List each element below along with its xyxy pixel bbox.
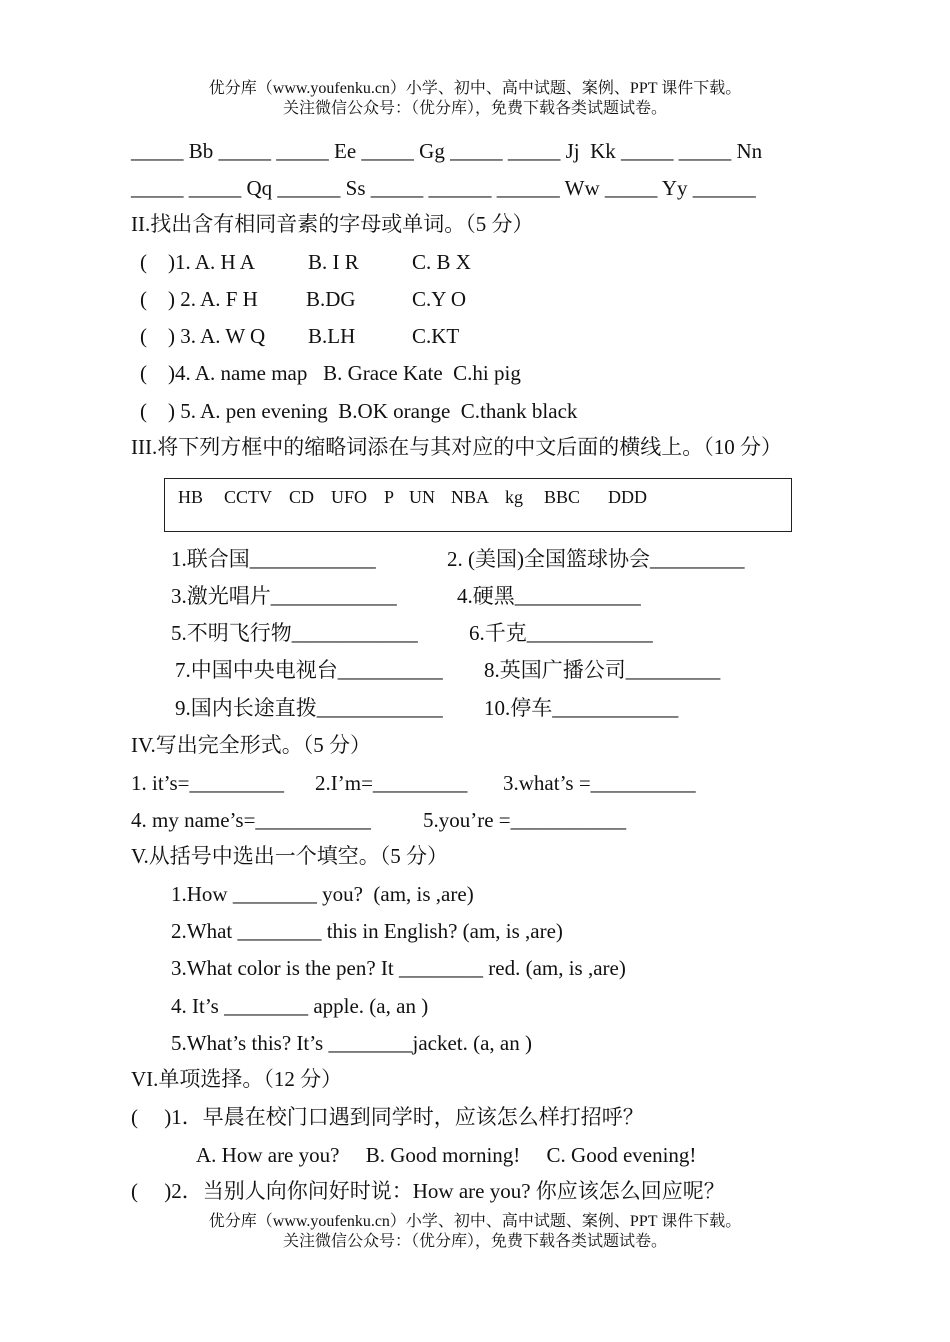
s4-item-2: 2.I’m=_________ bbox=[315, 771, 468, 795]
abbreviation-box bbox=[164, 478, 792, 532]
s3-item-4: 4.硬黑____________ bbox=[457, 584, 641, 608]
box-word: UN bbox=[409, 487, 435, 507]
s5-item-3: 3.What color is the pen? It ________ red. (am, is ,are) bbox=[171, 956, 626, 980]
s2-q1-a: ( )1. A. H A bbox=[140, 250, 255, 274]
s3-item-3: 3.激光唱片____________ bbox=[171, 584, 397, 608]
s2-q2-b: B.DG bbox=[306, 287, 356, 311]
s2-q3-a: ( ) 3. A. W Q bbox=[140, 324, 266, 348]
box-word: CCTV bbox=[224, 487, 273, 507]
section-6-title: VI.单项选择。（12 分） bbox=[131, 1067, 343, 1091]
s3-item-9: 9.国内长途直拨____________ bbox=[175, 696, 443, 720]
s5-item-4: 4. It’s ________ apple. (a, an ) bbox=[171, 994, 429, 1018]
header-line-2: 关注微信公众号：（优分库），免费下载各类试题试卷。 bbox=[282, 100, 667, 117]
s5-item-5: 5.What’s this? It’s ________jacket. (a, an ) bbox=[171, 1031, 532, 1055]
box-word: BBC bbox=[544, 487, 581, 507]
s2-q5: ( ) 5. A. pen evening B.OK orange C.thank black bbox=[140, 399, 578, 423]
s2-q3-c: C.KT bbox=[412, 324, 460, 348]
s2-q4: ( )4. A. name map B. Grace Kate C.hi pig bbox=[140, 361, 521, 385]
box-word: CD bbox=[289, 487, 315, 507]
s2-q3-b: B.LH bbox=[308, 324, 356, 348]
header-line-1: 优分库（www.youfenku.cn）小学、初中、高中试题、案例、PPT 课件下载。 bbox=[208, 80, 742, 97]
s4-item-1: 1. it’s=_________ bbox=[131, 771, 285, 795]
s2-q1-b: B. I R bbox=[308, 250, 359, 274]
s4-item-3: 3.what’s =__________ bbox=[503, 771, 696, 795]
s3-item-1: 1.联合国____________ bbox=[171, 547, 376, 571]
s4-item-4: 4. my name’s=___________ bbox=[131, 808, 371, 832]
s6-question-2: ( )2．当别人向你问好时说：How are you? 你应该怎么回应呢？ bbox=[131, 1179, 725, 1203]
s2-q1-c: C. B X bbox=[412, 250, 471, 274]
s2-q2-a: ( ) 2. A. F H bbox=[140, 287, 258, 311]
s3-item-2: 2. (美国)全国篮球协会_________ bbox=[447, 547, 745, 571]
s3-item-6: 6.千克____________ bbox=[469, 621, 653, 645]
s6-question-1: ( )1．早晨在校门口遇到同学时，应该怎么样打招呼？ bbox=[131, 1105, 644, 1129]
footer-line-1: 优分库（www.youfenku.cn）小学、初中、高中试题、案例、PPT 课件下载。 bbox=[208, 1213, 742, 1230]
alphabet-row-2: _____ _____ Qq ______ Ss _____ ______ ______ Ww _____ Yy ______ bbox=[131, 176, 756, 200]
s3-item-5: 5.不明飞行物____________ bbox=[171, 621, 418, 645]
footer-line-2: 关注微信公众号：（优分库），免费下载各类试题试卷。 bbox=[282, 1233, 667, 1250]
s3-item-7: 7.中国中央电视台__________ bbox=[175, 658, 443, 682]
s2-q2-c: C.Y O bbox=[412, 287, 467, 311]
s6-question-1-options: A. How are you? B. Good morning! C. Good evening! bbox=[196, 1143, 697, 1167]
s5-item-1: 1.How ________ you? (am, is ,are) bbox=[171, 882, 474, 906]
box-word: kg bbox=[505, 487, 523, 507]
s4-item-5: 5.you’re =___________ bbox=[423, 808, 627, 832]
section-2-title: II.找出含有相同音素的字母或单词。（5 分） bbox=[131, 212, 534, 236]
section-3-title: III.将下列方框中的缩略词添在与其对应的中文后面的横线上。（10 分） bbox=[131, 435, 782, 459]
box-word: HB bbox=[178, 487, 204, 507]
box-word: DDD bbox=[608, 487, 647, 507]
box-word: P bbox=[384, 487, 395, 507]
alphabet-row-1: _____ Bb _____ _____ Ee _____ Gg _____ _____ Jj Kk _____ _____ Nn bbox=[131, 139, 763, 163]
s3-item-10: 10.停车____________ bbox=[484, 696, 679, 720]
section-5-title: V.从括号中选出一个填空。（5 分） bbox=[131, 844, 448, 868]
section-4-title: IV.写出完全形式。（5 分） bbox=[131, 733, 371, 757]
box-word: UFO bbox=[331, 487, 368, 507]
s5-item-2: 2.What ________ this in English? (am, is ,are) bbox=[171, 919, 563, 943]
box-word: NBA bbox=[451, 487, 490, 507]
s3-item-8: 8.英国广播公司_________ bbox=[484, 658, 721, 682]
